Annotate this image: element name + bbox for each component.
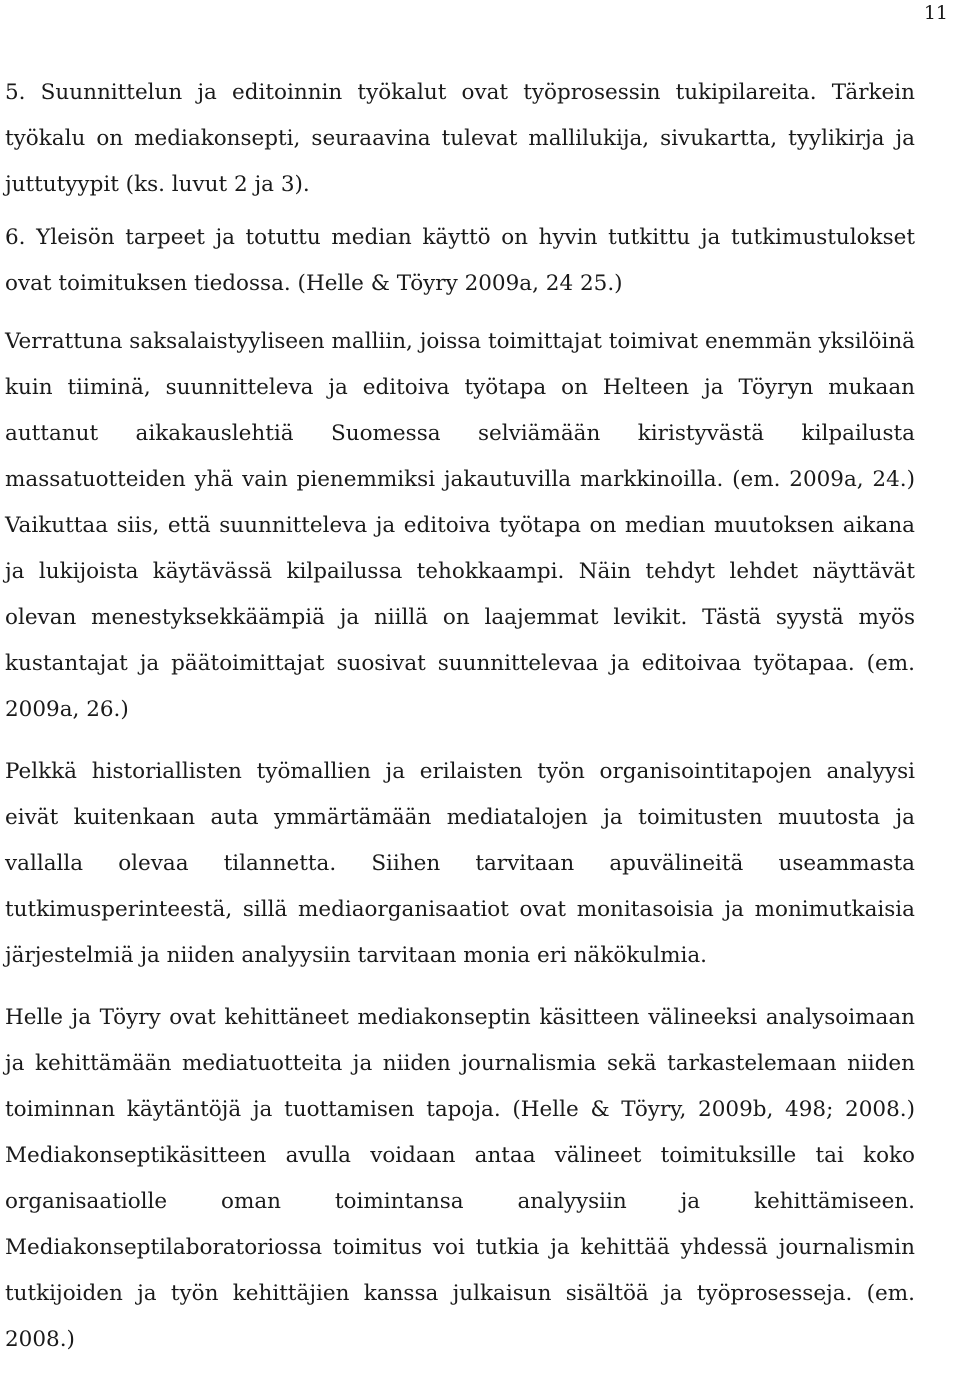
page-number: 11 — [923, 2, 948, 24]
list-item — [5, 70, 915, 208]
paragraph: Helle ja Töyry ovat kehittäneet mediakonseptin käsitteen välineeksi analysoimaan ja kehittämään mediatuotteita ja niiden journalismia sekä tarkastelemaan niiden toiminnan käytäntöjä ja tuottamisen tapoja. (Helle & Töyry, 2009b, 498; 2008.) Mediakonseptikäsitteen avulla voidaan antaa välineet toimituksille tai koko organisaatiolle oman toimintansa analyysiin ja kehittämiseen. Mediakonseptilaboratoriossa toimitus voi tutkia ja kehittää yhdessä journalismin tutkijoiden ja työn kehittäjien kanssa julkaisun sisältöä ja työprosesseja. (em. 2008.) — [5, 1005, 915, 1352]
list-item — [5, 215, 915, 307]
list-item-text: Yleisön tarpeet ja totuttu median käyttö on hyvin tutkittu ja tutkimustulokset ovat toimituksen tiedossa. (Helle & Töyry 2009a, 24 25.) — [5, 225, 916, 296]
document-body — [5, 70, 915, 1363]
list-item-number: 5. — [5, 80, 26, 105]
list-item-text: Suunnittelun ja editoinnin työkalut ovat työprosessin tukipilareita. Tärkein työkalu on mediakonsepti, seuraavina tulevat mallilukija, sivukartta, tyylikirja ja juttutyypit (ks. luvut 2 ja 3). — [5, 80, 915, 197]
list-item-number: 6. — [5, 225, 26, 250]
paragraph: Verrattuna saksalaistyyliseen malliin, joissa toimittajat toimivat enemmän yksilöinä kuin tiiminä, suunnitteleva ja editoiva työtapa on Helteen ja Töyryn mukaan auttanut aikakauslehtiä Suomessa selviämään kiristyvästä kilpailusta massatuotteiden yhä vain pienemmiksi jakautuvilla markkinoilla. (em. 2009a, 24.) Vaikuttaa siis, että suunnitteleva ja editoiva työtapa on median muutoksen aikana ja lukijoista käytävässä kilpailussa tehokkaampi. Näin tehdyt lehdet näyttävät olevan menestyksekkäämpiä ja niillä on laajemmat levikit. Tästä syystä myös kustantajat ja päätoimittajat suosivat suunnittelevaa ja editoivaa työtapaa. (em. 2009a, 26.) — [5, 329, 915, 722]
paragraph: Pelkkä historiallisten työmallien ja erilaisten työn organisointitapojen analyysi eivät kuitenkaan auta ymmärtämään mediatalojen ja toimitusten muutosta ja vallalla olevaa tilannetta. Siihen tarvitaan apuvälineitä useammasta tutkimusperinteestä, sillä mediaorganisaatiot ovat monitasoisia ja monimutkaisia järjestelmiä ja niiden analyysiin tarvitaan monia eri näkökulmia. — [5, 759, 915, 968]
